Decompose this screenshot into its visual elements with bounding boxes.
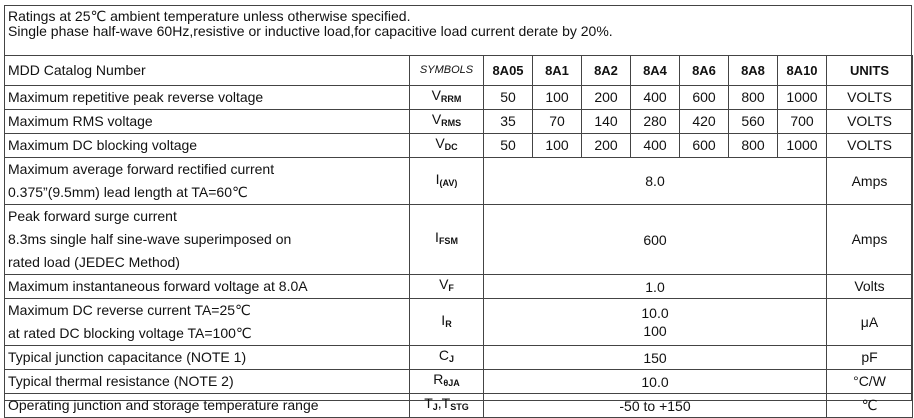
parameter-text: Maximum DC blocking voltage xyxy=(8,137,198,153)
symbol-subscript: RRM xyxy=(440,94,462,104)
value-cell xyxy=(484,394,827,418)
symbol-cell xyxy=(410,370,484,394)
parameter-text: Typical junction capacitance (NOTE 1) xyxy=(8,349,247,365)
symbol-main: I xyxy=(435,229,439,245)
parameter-text: Maximum repetitive peak reverse voltage xyxy=(8,89,264,105)
header-grade-8a1: 8A1 xyxy=(533,56,582,86)
value-text: 10.0 xyxy=(641,373,669,390)
parameter-cell xyxy=(5,205,410,275)
symbol-cell xyxy=(410,394,484,418)
value-text: 100 xyxy=(643,323,667,339)
value-text: 10.0 xyxy=(641,305,669,321)
table-row xyxy=(5,370,913,394)
symbol-cell xyxy=(410,346,484,370)
value-cell: 400 xyxy=(631,134,680,158)
value-text: 1.0 xyxy=(645,278,665,295)
symbol-main: R xyxy=(433,371,444,387)
value-cell xyxy=(484,275,827,299)
symbol-subscript: RMS xyxy=(441,118,462,128)
parameter-text: Typical thermal resistance (NOTE 2) xyxy=(8,373,234,389)
parameter-cell xyxy=(5,346,410,370)
unit-cell: ℃ xyxy=(827,394,913,418)
header-grade-8a2: 8A2 xyxy=(582,56,631,86)
parameter-text: Operating junction and storage temperature range xyxy=(8,397,319,413)
value-cell: 140 xyxy=(582,110,631,134)
unit-cell: pF xyxy=(827,346,913,370)
table-row xyxy=(5,299,913,346)
unit-cell: °C/W xyxy=(827,370,913,394)
value-cell: 50 xyxy=(484,134,533,158)
value-cell: 420 xyxy=(680,110,729,134)
value-cell: 100 xyxy=(533,86,582,110)
value-cell: 1000 xyxy=(778,134,827,158)
unit-cell: Amps xyxy=(827,158,913,205)
unit-cell: VOLTS xyxy=(827,134,913,158)
unit-cell: VOLTS xyxy=(827,110,913,134)
symbol-main: C xyxy=(438,347,450,363)
symbol-main: V xyxy=(431,111,442,127)
value-cell: 800 xyxy=(729,86,778,110)
parameter-text: Maximum instantaneous forward voltage at 8.0A xyxy=(8,278,308,294)
header-grade-8a10: 8A10 xyxy=(778,56,827,86)
symbol-subscript: J xyxy=(449,354,455,364)
ratings-note: Ratings at 25℃ ambient temperature unless otherwise specified. xyxy=(8,8,411,24)
value-cell xyxy=(484,370,827,394)
unit-cell: μA xyxy=(827,299,913,346)
unit-cell: Volts xyxy=(827,275,913,299)
table-row xyxy=(5,86,913,110)
symbol-subscript: DC xyxy=(444,142,458,152)
parameter-cell xyxy=(5,275,410,299)
value-cell: 700 xyxy=(778,110,827,134)
ratings-table xyxy=(4,55,913,418)
header-grade-8a6: 8A6 xyxy=(680,56,729,86)
symbol-main: V xyxy=(431,87,441,103)
parameter-text: Maximum RMS voltage xyxy=(8,113,153,129)
symbol-subscript: STG xyxy=(450,402,469,412)
parameter-cell xyxy=(5,158,410,205)
parameter-cell xyxy=(5,394,410,418)
parameter-text: 0.375”(9.5mm) lead length at TA=60℃ xyxy=(8,184,248,200)
value-cell xyxy=(484,158,827,205)
symbol-cell xyxy=(410,110,484,134)
header-symbols: SYMBOLS xyxy=(410,56,484,86)
unit-cell: Amps xyxy=(827,205,913,275)
header-catalog-number: MDD Catalog Number xyxy=(5,56,410,86)
symbol-subscript: (AV) xyxy=(439,177,458,188)
table-row xyxy=(5,134,913,158)
ratings-document xyxy=(4,5,912,414)
symbol-main: T xyxy=(424,395,433,411)
parameter-text: Maximum average forward rectified current xyxy=(8,161,275,177)
symbol-main: I xyxy=(435,170,440,187)
table-row xyxy=(5,110,913,134)
value-text: -50 to +150 xyxy=(619,397,691,414)
symbol-cell xyxy=(410,299,484,346)
symbol-subscript: J xyxy=(432,402,438,412)
table-row xyxy=(5,275,913,299)
symbol-main: V xyxy=(435,135,445,151)
table-header-row xyxy=(5,56,913,86)
symbol-cell xyxy=(410,134,484,158)
parameter-cell xyxy=(5,370,410,394)
value-cell xyxy=(484,299,827,346)
value-cell: 35 xyxy=(484,110,533,134)
parameter-text: rated load (JEDEC Method) xyxy=(8,254,180,270)
parameter-cell xyxy=(5,134,410,158)
value-cell: 100 xyxy=(533,134,582,158)
parameter-text: 8.3ms single half sine-wave superimposed on xyxy=(8,231,292,247)
parameter-cell xyxy=(5,86,410,110)
value-cell: 50 xyxy=(484,86,533,110)
load-note: Single phase half-wave 60Hz,resistive or inductive load,for capacitive load current derate by 20%. xyxy=(8,23,613,39)
value-text: 150 xyxy=(643,349,667,366)
parameter-cell xyxy=(5,299,410,346)
value-cell: 400 xyxy=(631,86,680,110)
header-grade-8a05: 8A05 xyxy=(484,56,533,86)
value-cell: 70 xyxy=(533,110,582,134)
symbol-subscript: R xyxy=(445,318,452,329)
symbol-subscript: F xyxy=(448,283,454,293)
symbol-main: ,T xyxy=(437,395,451,411)
symbol-main: I xyxy=(441,311,446,328)
value-cell: 800 xyxy=(729,134,778,158)
parameter-text: Peak forward surge current xyxy=(8,208,177,224)
symbol-cell xyxy=(410,205,484,275)
symbol-main: V xyxy=(439,276,449,292)
parameter-cell xyxy=(5,110,410,134)
header-grade-8a8: 8A8 xyxy=(729,56,778,86)
symbol-cell xyxy=(410,86,484,110)
table-row xyxy=(5,394,913,418)
value-cell: 600 xyxy=(680,134,729,158)
value-cell: 200 xyxy=(582,134,631,158)
value-cell: 1000 xyxy=(778,86,827,110)
value-cell: 200 xyxy=(582,86,631,110)
value-cell xyxy=(484,346,827,370)
header-units: UNITS xyxy=(827,56,913,86)
symbol-cell xyxy=(410,275,484,299)
value-cell: 560 xyxy=(729,110,778,134)
value-text: 600 xyxy=(643,231,667,248)
header-grade-8a4: 8A4 xyxy=(631,56,680,86)
symbol-subscript: θJA xyxy=(443,378,460,388)
table-row xyxy=(5,346,913,370)
value-cell: 600 xyxy=(680,86,729,110)
value-text: 8.0 xyxy=(645,173,665,189)
table-row xyxy=(5,158,913,205)
value-cell xyxy=(484,205,827,275)
table-row xyxy=(5,205,913,275)
symbol-subscript: FSM xyxy=(438,236,458,246)
parameter-text: Maximum DC reverse current TA=25℃ xyxy=(8,302,251,318)
parameter-text: at rated DC blocking voltage TA=100℃ xyxy=(8,325,252,341)
symbol-cell xyxy=(410,158,484,205)
value-cell: 280 xyxy=(631,110,680,134)
unit-cell: VOLTS xyxy=(827,86,913,110)
